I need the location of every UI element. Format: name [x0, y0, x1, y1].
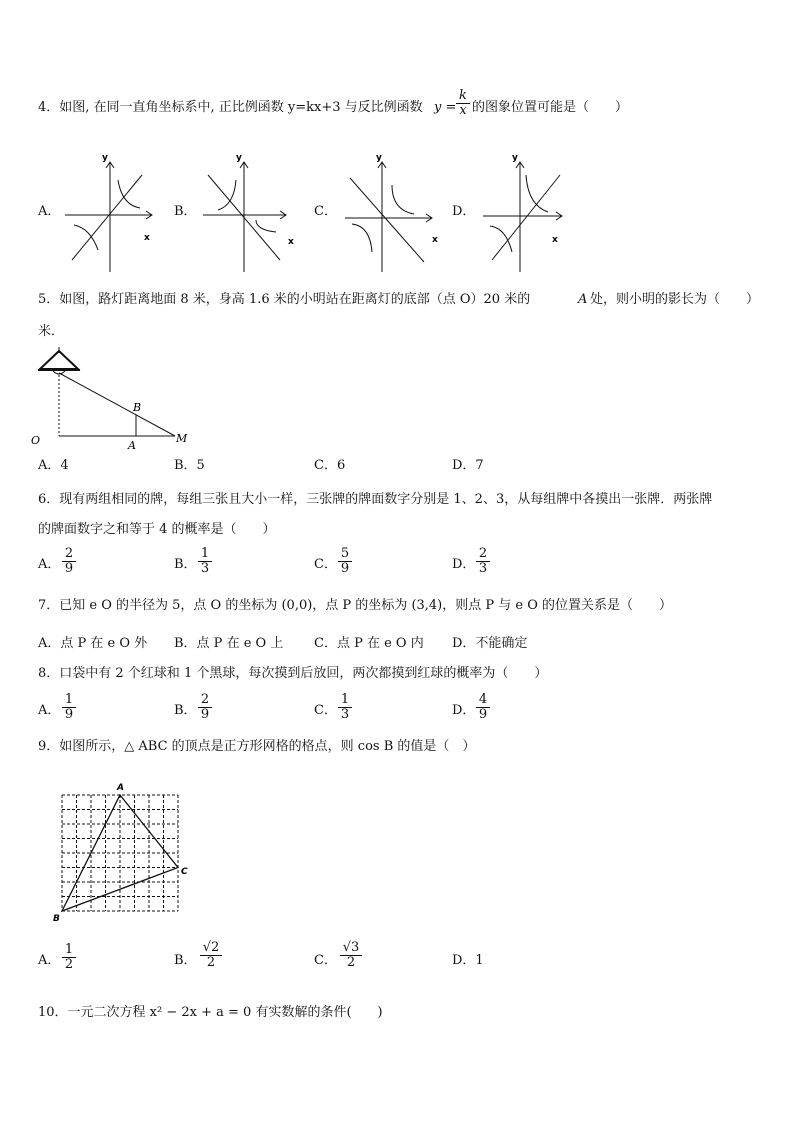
q5-point-a: A: [578, 292, 588, 307]
q9-option-a[interactable]: A．: [38, 953, 61, 968]
q7-text: 7．已知 e O 的半径为 5，点 O 的坐标为 (0,0)，点 P 的坐标为 (3,4)，则点 P 与 e O 的位置关系是（ ）: [38, 598, 673, 613]
q9-option-b[interactable]: B．: [174, 953, 197, 968]
q6-option-a-fraction: 2 9: [62, 547, 76, 576]
q4-option-c[interactable]: C．: [314, 204, 337, 219]
q8-option-d-fraction: 4 9: [476, 693, 490, 722]
q7-option-d[interactable]: D．不能确定: [452, 636, 528, 651]
q5-label-m: M: [176, 432, 188, 445]
q4-text: 4．如图, 在同一直角坐标系中, 正比例函数 y=kx+3 与反比例函数: [38, 100, 423, 115]
q6-option-b[interactable]: B．: [174, 557, 197, 572]
q9-text: 9．如图所示，△ ABC 的顶点是正方形网格的格点，则 cos B 的值是（ ）: [38, 739, 476, 754]
q5-text: 5．如图，路灯距离地面 8 米，身高 1.6 米的小明站在距离灯的底部（点 O）20 米的: [38, 292, 531, 307]
q4-option-b[interactable]: B．: [174, 204, 197, 219]
q4-y-eq: y =: [434, 100, 457, 115]
q6-option-c-fraction: 5 9: [338, 547, 352, 576]
q9-option-c-fraction: √3 2: [340, 941, 362, 970]
q6-line1: 6．现有两组相同的牌，每组三张且大小一样，三张牌的牌面数字分别是 1、2、3，从每组牌中各摸出一张牌．两张牌: [38, 492, 713, 507]
q10-text: 10．一元二次方程 x² − 2x + a = 0 有实数解的条件( ): [38, 1005, 383, 1020]
q9-label-a: A: [117, 783, 124, 793]
q5-option-b[interactable]: B．5: [174, 458, 205, 473]
q4-option-a[interactable]: A．: [38, 204, 61, 219]
q9-label-c: C: [181, 867, 188, 877]
q6-line2: 的牌面数字之和等于 4 的概率是（ ）: [38, 522, 276, 537]
q8-text: 8．口袋中有 2 个红球和 1 个黑球，每次摸到后放回，两次都摸到红球的概率为（ ）: [38, 666, 548, 681]
q4-fraction: k x: [456, 89, 470, 118]
q5-label-o: O: [31, 434, 41, 447]
q9-option-d[interactable]: D．1: [452, 953, 484, 968]
q8-option-b[interactable]: B．: [174, 703, 197, 718]
q4d-x-label: x: [552, 235, 558, 245]
q8-option-b-fraction: 2 9: [198, 693, 212, 722]
q4b-y-label: y: [236, 153, 242, 163]
q4a-x-label: x: [144, 233, 150, 243]
q5-option-a[interactable]: A．4: [38, 458, 69, 473]
q5-line2: 米．: [38, 324, 65, 339]
q4b-x-label: x: [288, 237, 294, 247]
q6-option-a[interactable]: A．: [38, 557, 61, 572]
q4c-x-label: x: [432, 235, 438, 245]
q4a-y-label: y: [102, 153, 108, 163]
q5-option-d[interactable]: D．7: [452, 458, 484, 473]
q8-option-a[interactable]: A．: [38, 703, 61, 718]
q8-option-c[interactable]: C．: [314, 703, 337, 718]
q9-label-b: B: [53, 914, 60, 924]
q4-graph-d: [478, 150, 588, 275]
q9-option-a-fraction: 1 2: [62, 943, 76, 972]
q9-option-b-fraction: √2 2: [200, 941, 222, 970]
q4c-y-label: y: [376, 153, 382, 163]
q5-label-b: B: [133, 401, 142, 414]
q4-option-d[interactable]: D．: [452, 204, 476, 219]
q7-option-a[interactable]: A．点 P 在 e O 外: [38, 636, 148, 651]
q8-option-d[interactable]: D．: [452, 703, 476, 718]
q8-option-a-fraction: 1 9: [62, 693, 76, 722]
q4-graph-b: [198, 150, 308, 275]
q4-graph-c: [340, 150, 450, 275]
q9-option-c[interactable]: C．: [314, 953, 337, 968]
q5-lamp-diagram: [30, 345, 200, 455]
q5-option-c[interactable]: C．6: [314, 458, 346, 473]
q5-label-a: A: [128, 439, 136, 452]
q6-option-c[interactable]: C．: [314, 557, 337, 572]
q4-graph-a: [60, 150, 160, 275]
q6-option-d[interactable]: D．: [452, 557, 476, 572]
q7-option-b[interactable]: B．点 P 在 e O 上: [174, 636, 284, 651]
q7-option-c[interactable]: C．点 P 在 e O 内: [314, 636, 424, 651]
q9-grid-diagram: [50, 778, 195, 923]
q6-option-b-fraction: 1 3: [198, 547, 212, 576]
q6-option-d-fraction: 2 3: [476, 547, 490, 576]
q5-text-end: 处，则小明的影长为（ ）: [590, 292, 760, 307]
q4-text-end: 的图象位置可能是（ ）: [472, 100, 629, 115]
q8-option-c-fraction: 1 3: [338, 693, 352, 722]
q4d-y-label: y: [512, 153, 518, 163]
